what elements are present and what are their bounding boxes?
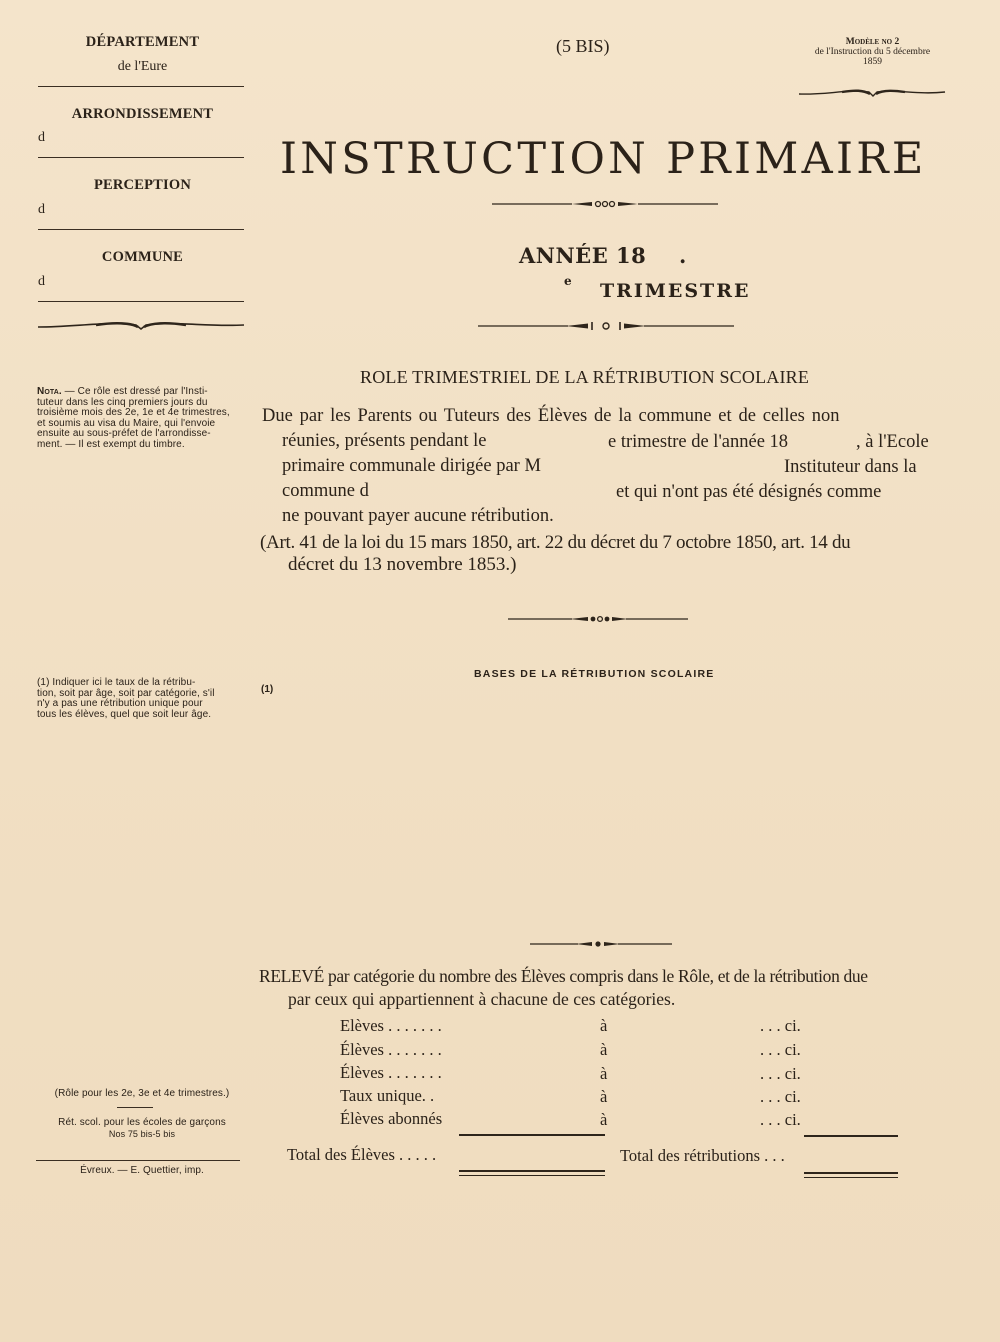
subtotal-rule <box>804 1135 898 1137</box>
total-double-rule <box>459 1170 605 1176</box>
footnote-line: tion, soit par âge, soit par catégorie, s'il <box>37 687 215 699</box>
commune-heading: COMMUNE <box>101 249 184 265</box>
arrondissement-heading: ARRONDISSEMENT <box>71 106 214 122</box>
arrondissement-field-prefix: d <box>38 130 45 145</box>
rule-ornament <box>530 938 672 950</box>
releve-row-ci: . . . ci. <box>760 1087 801 1106</box>
releve-row-label: Élèves abonnés <box>340 1109 443 1128</box>
role-text-line: Due par les Parents ou Tuteurs des Élèves de la commune et de celles non <box>262 406 840 426</box>
releve-text-line: par ceux qui appartiennent à chacune de ces catégories. <box>288 989 676 1009</box>
modele-reference <box>790 37 955 67</box>
role-text-line: Instituteur dans la <box>784 457 917 477</box>
total-eleves-label: Total des Élèves . . . . . <box>287 1145 437 1164</box>
nota-line: — Ce rôle est dressé par l'Insti- <box>64 386 208 397</box>
footnote-line: n'y a pas une rétribution unique pour <box>37 698 203 709</box>
divider <box>38 301 244 302</box>
modele-label: Modèle no 2 <box>845 37 900 47</box>
nota-line: troisième mois des 2e, 1e et 4e trimestres, <box>37 407 230 418</box>
flourish-ornament <box>36 318 246 334</box>
rule-ornament <box>478 320 734 332</box>
releve-row-ci: . . . ci. <box>760 1064 801 1083</box>
releve-row-ci: . . . ci. <box>760 1016 801 1035</box>
releve-row-a: à <box>600 1087 608 1106</box>
perception-heading: PERCEPTION <box>93 177 192 193</box>
nota-note <box>37 387 245 450</box>
releve-row-label: Elèves . . . . . . . <box>340 1016 442 1035</box>
flourish-ornament <box>797 86 947 100</box>
divider <box>117 1107 153 1108</box>
nota-line: tuteur dans les cinq premiers jours du <box>37 396 208 408</box>
releve-row-ci: . . . ci. <box>760 1110 801 1129</box>
releve-row-label: Élèves . . . . . . . <box>340 1040 442 1059</box>
footnote <box>37 678 245 720</box>
releve-row-a: à <box>600 1064 608 1083</box>
role-text-line: décret du 13 novembre 1853.) <box>288 554 517 575</box>
divider <box>38 229 244 230</box>
trimestre-label: TRIMESTRE <box>600 280 751 302</box>
releve-row-a: à <box>600 1110 608 1129</box>
footnote-line: tous les élèves, quel que soit leur âge. <box>37 708 212 720</box>
perception-field-prefix: d <box>38 202 45 217</box>
commune-field-prefix: d <box>38 274 45 289</box>
role-text-line: commune d <box>282 481 369 501</box>
releve-row-label: Élèves . . . . . . . <box>340 1063 442 1082</box>
bases-footnote-ref: (1) <box>261 684 274 695</box>
releve-text-line: RELEVÉ par catégorie du nombre des Élèves compris dans le Rôle, et de la rétribution due <box>259 966 868 986</box>
printer-imprint: Évreux. — E. Quettier, imp. <box>80 1165 204 1176</box>
footnote-line: (1) Indiquer ici le taux de la rétribu- <box>37 677 196 688</box>
nota-line: et soumis au visa du Maire, qui l'envoie <box>37 417 216 429</box>
releve-row-ci: . . . ci. <box>760 1040 801 1059</box>
rule-ornament <box>508 613 688 625</box>
divider <box>38 157 244 158</box>
divider <box>38 86 244 87</box>
ret-scol-note: Rét. scol. pour les écoles de garçons <box>58 1117 226 1128</box>
role-pour-note: (Rôle pour les 2e, 3e et 4e trimestres.) <box>54 1088 230 1099</box>
bases-heading: BASES DE LA RÉTRIBUTION SCOLAIRE <box>474 668 715 680</box>
departement-heading: DÉPARTEMENT <box>85 34 200 50</box>
role-heading: ROLE TRIMESTRIEL DE LA RÉTRIBUTION SCOLAIRE <box>360 367 810 387</box>
role-text-line: réunies, présents pendant le <box>282 431 487 451</box>
rule-ornament <box>492 198 718 210</box>
releve-row-label: Taux unique. . <box>340 1086 435 1105</box>
nota-label: Nota. <box>37 386 62 397</box>
subtotal-rule <box>459 1134 605 1136</box>
total-double-rule <box>804 1172 898 1178</box>
form-number: (5 BIS) <box>556 36 610 56</box>
page-title: INSTRUCTION PRIMAIRE <box>280 134 927 184</box>
releve-row-a: à <box>600 1040 608 1059</box>
annee-label: ANNÉE 18 <box>519 243 647 268</box>
annee-dot: . <box>679 243 687 268</box>
releve-row-a: à <box>600 1016 608 1035</box>
divider <box>36 1160 240 1161</box>
trimestre-superscript: e <box>564 274 572 288</box>
role-text-line: (Art. 41 de la loi du 15 mars 1850, art. 22 du décret du 7 octobre 1850, art. 14 du <box>260 532 851 553</box>
nota-line: ensuite au sous-préfet de l'arrondisse- <box>37 428 211 439</box>
modele-year: 1859 <box>863 57 882 67</box>
numeros-note: Nos 75 bis-5 bis <box>108 1129 176 1139</box>
departement-name: de l'Eure <box>117 59 168 74</box>
nota-line: ment. — Il est exempt du timbre. <box>37 438 185 450</box>
role-text-line: et qui n'ont pas été désignés comme <box>616 482 882 502</box>
instruction-line: de l'Instruction du 5 décembre <box>814 47 931 57</box>
role-text-line: e trimestre de l'année 18 <box>608 432 789 452</box>
role-text-line: , à l'Ecole <box>856 432 929 452</box>
total-retributions-label: Total des rétributions . . . <box>620 1146 785 1165</box>
role-text-line: ne pouvant payer aucune rétribution. <box>282 506 554 526</box>
role-text-line: primaire communale dirigée par M <box>282 456 541 476</box>
